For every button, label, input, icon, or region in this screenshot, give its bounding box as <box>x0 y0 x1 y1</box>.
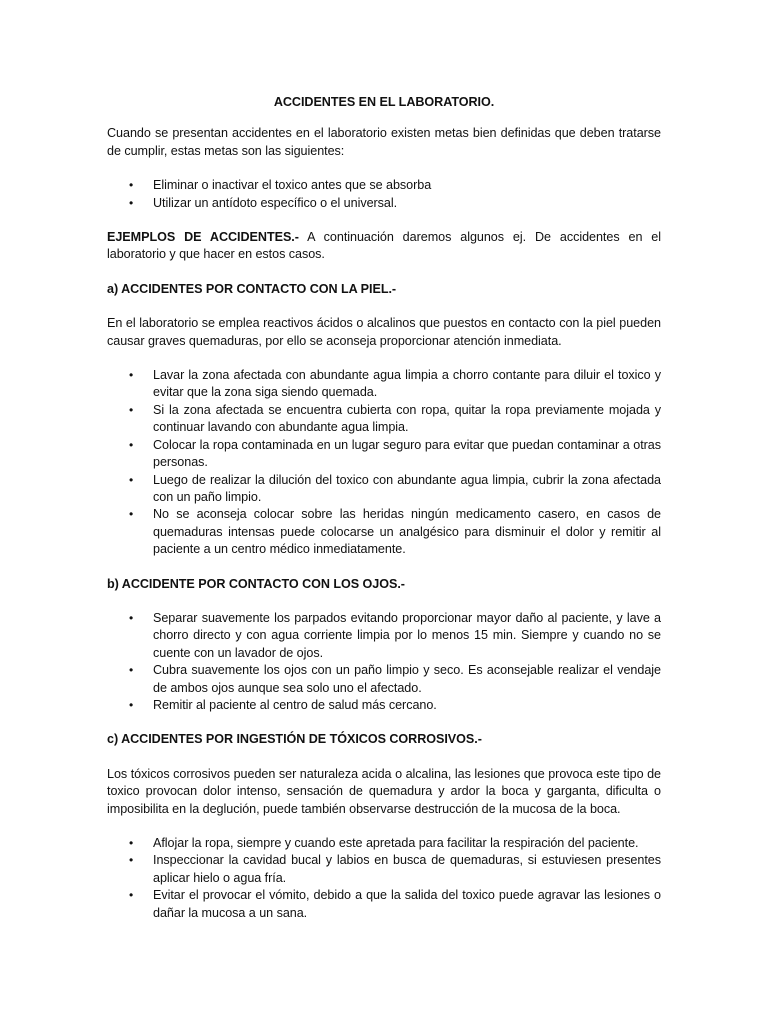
intro-paragraph: Cuando se presentan accidentes en el laboratorio existen metas bien definidas que deben tratarse de cumplir, estas metas son las siguientes: <box>107 126 661 158</box>
list-item: • Si la zona afectada se encuentra cubierta con ropa, quitar la ropa previamente mojada y continuar lavando con abundante agua limpia. <box>129 402 661 435</box>
document-title: ACCIDENTES EN EL LABORATORIO. <box>273 95 495 109</box>
list-item: • Evitar el provocar el vómito, debido a que la salida del toxico puede agravar las lesiones o dañar la mucosa a un sana. <box>129 888 661 920</box>
section-list-eyes <box>107 610 661 714</box>
examples-text: A continuación daremos algunos ej. De accidentes en el laboratorio y que hacer en estos casos. <box>107 230 662 262</box>
list-item: • Cubra suavemente los ojos con un paño limpio y seco. Es aconsejable realizar el vendaje de ambos ojos aunque sea solo uno el afectado. <box>129 663 661 695</box>
section-heading-eyes: b) ACCIDENTE POR CONTACTO CON LOS OJOS.- <box>107 576 405 591</box>
list-item: • Inspeccionar la cavidad bucal y labios en busca de quemaduras, si estuviesen presentes aplicar hielo o agua fría. <box>129 853 661 885</box>
bullet-icon: • <box>129 195 134 210</box>
section-heading-ingestion: c) ACCIDENTES POR INGESTIÓN DE TÓXICOS CORROSIVOS.- <box>107 732 482 747</box>
list-item: • Luego de realizar la dilución del toxico con abundante agua limpia, cubrir la zona afectada con un paño limpio. <box>129 472 661 504</box>
section-heading-skin: a) ACCIDENTES POR CONTACTO CON LA PIEL.- <box>107 281 397 296</box>
list-item: • Utilizar un antídoto específico o el universal. <box>107 195 661 212</box>
list-item: • Separar suavemente los parpados evitando proporcionar mayor daño al paciente, y lave a chorro directo y con agua corriente limpia por lo menos 15 min. Siempre y cuando no se cuente con un lavador de ojos. <box>129 610 661 660</box>
examples-label: EJEMPLOS DE ACCIDENTES.- <box>107 230 299 245</box>
document-page <box>107 94 661 922</box>
examples-paragraph <box>107 229 661 264</box>
bullet-icon: • <box>129 472 134 487</box>
bullet-icon: • <box>129 888 134 903</box>
bullet-icon: • <box>129 836 134 850</box>
bullet-icon: • <box>129 853 134 868</box>
section-list-ingestion <box>107 835 661 922</box>
list-item: • Remitir al paciente al centro de salud más cercano. <box>107 697 661 714</box>
section-list-skin <box>107 367 661 558</box>
bullet-icon: • <box>129 437 134 452</box>
bullet-icon: • <box>129 610 134 625</box>
list-item: • Eliminar o inactivar el toxico antes que se absorba <box>107 177 661 194</box>
list-item: • Colocar la ropa contaminada en un lugar seguro para evitar que puedan contaminar a otras personas. <box>129 437 661 470</box>
bullet-icon: • <box>129 697 134 712</box>
goals-list <box>107 177 661 212</box>
list-item: • Lavar la zona afectada con abundante agua limpia a chorro contante para diluir el toxico y evitar que la zona siga siendo quemada. <box>129 368 661 400</box>
section-paragraph-skin: En el laboratorio se emplea reactivos ácidos o alcalinos que puestos en contacto con la piel pueden causar graves quemaduras, por ello se aconseja proporcionar atención inmediata. <box>107 316 661 348</box>
bullet-icon: • <box>129 507 134 522</box>
bullet-icon: • <box>129 178 134 193</box>
list-item: • Aflojar la ropa, siempre y cuando este apretada para facilitar la respiración del paciente. <box>107 835 661 852</box>
bullet-icon: • <box>129 402 134 417</box>
list-item: • No se aconseja colocar sobre las heridas ningún medicamento casero, en casos de quemaduras intensas puede colocarse un analgésico para disminuir el dolor y remitir al paciente a un centro médico inmediatamente. <box>129 507 661 557</box>
section-paragraph-ingestion: Los tóxicos corrosivos pueden ser naturaleza acida o alcalina, las lesiones que provoca este tipo de toxico provocan dolor intenso, sensación de quemadura y ardor la boca y garganta, dificulta o imposibilita en la deglución, puede también observarse destrucción de la mucosa de la boca. <box>107 766 661 816</box>
bullet-icon: • <box>129 368 134 383</box>
bullet-icon: • <box>129 663 134 678</box>
